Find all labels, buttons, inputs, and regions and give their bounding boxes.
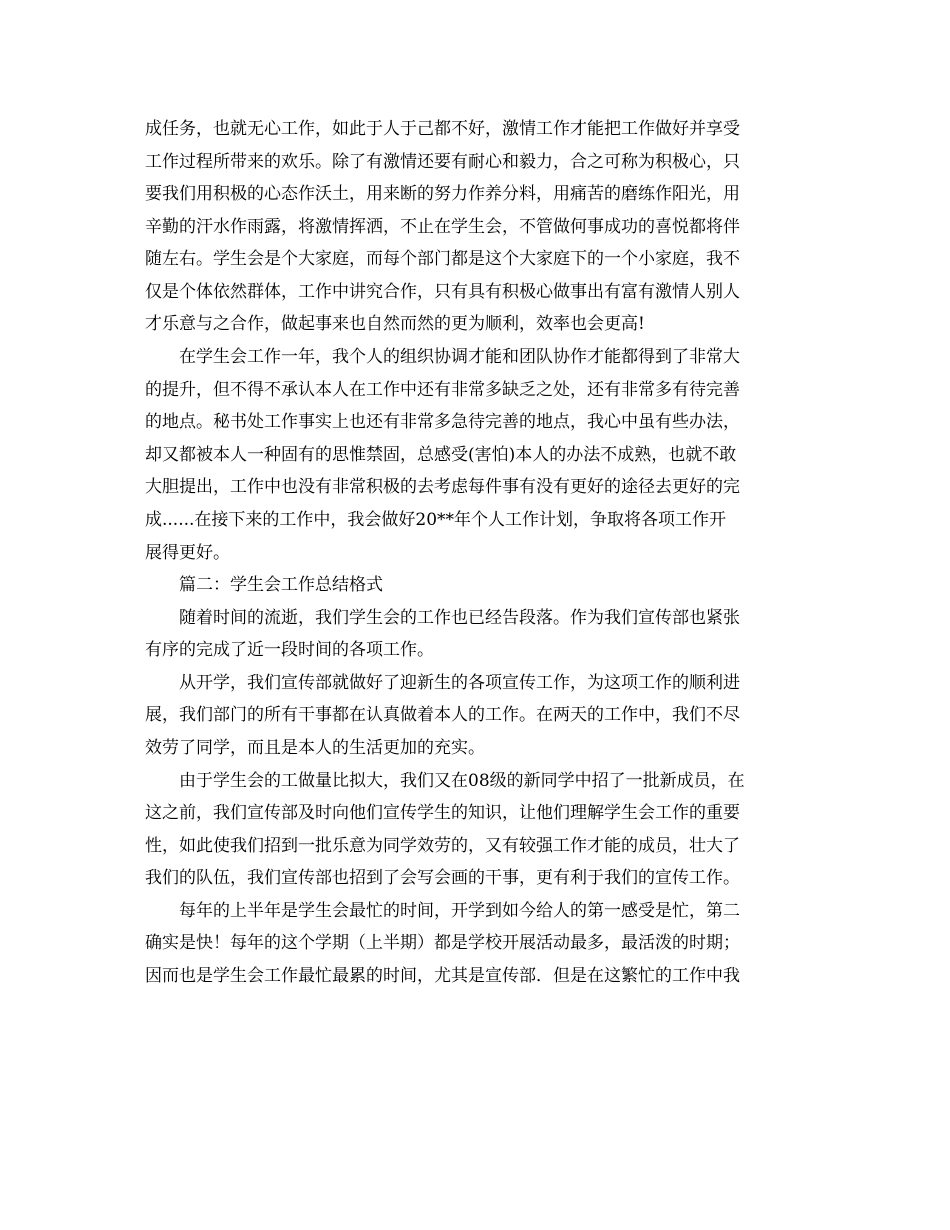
- text-line: 从开学，我们宣传部就做好了迎新生的各项宣传工作，为这项工作的顺利进: [179, 672, 740, 693]
- text-line: 辛勤的汗水作雨露，将激情挥洒，不止在学生会，不管做何事成功的喜悦都将伴: [145, 216, 740, 237]
- text-line: 我们的队伍，我们宣传部也招到了会写会画的干事，更有利于我们的宣传工作。: [145, 868, 740, 889]
- text-line: 却又都被本人一种固有的思惟禁固，总感受(害怕)本人的办法不成熟，也就不敢: [145, 444, 737, 465]
- text-line: 确实是快！每年的这个学期（上半期）都是学校开展活动最多，最活泼的时期；: [145, 933, 740, 954]
- text-line: 效劳了同学，而且是本人的生活更加的充实。: [145, 737, 485, 758]
- text-line: 随着时间的流逝，我们学生会的工作也已经告段落。作为我们宣传部也紧张: [179, 607, 740, 628]
- text-line: 性，如此使我们招到一批乐意为同学效劳的，又有较强工作才能的成员，壮大了: [145, 835, 740, 856]
- text-line: 展得更好。: [145, 542, 230, 563]
- document-body: [145, 113, 805, 993]
- text-line: 仅是个体依然群体，工作中讲究合作，只有具有积极心做事出有富有激情人别人: [145, 281, 740, 302]
- text-line: 工作过程所带来的欢乐。除了有激情还要有耐心和毅力，合之可称为积极心，只: [145, 151, 740, 172]
- text-line: 因而也是学生会工作最忙最累的时间，尤其是宣传部．但是在这繁忙的工作中我: [145, 966, 740, 987]
- text-line: 有序的完成了近一段时间的各项工作。: [145, 640, 434, 661]
- text-line: 展，我们部门的所有干事都在认真做着本人的工作。在两天的工作中，我们不尽: [145, 705, 740, 726]
- text-line: 成任务，也就无心工作，如此于人于己都不好，激情工作才能把工作做好并享受: [145, 119, 740, 139]
- text-line: 篇二：学生会工作总结格式: [179, 575, 383, 596]
- text-line: 才乐意与之合作，做起事来也自然而然的更为顺利，效率也会更高!: [145, 314, 645, 335]
- text-line: 的地点。秘书处工作事实上也还有非常多急待完善的地点，我心中虽有些办法，: [145, 412, 740, 433]
- text-line: 随左右。学生会是个大家庭，而每个部门都是这个大家庭下的一个小家庭，我不: [145, 249, 740, 270]
- text-line: 要我们用积极的心态作沃土，用来断的努力作养分料，用痛苦的磨练作阳光，用: [145, 184, 740, 205]
- text-line: 由于学生会的工做量比拟大，我们又在08级的新同学中招了一批新成员，在: [179, 770, 745, 791]
- text-line: 成......在接下来的工作中，我会做好20**年个人工作计划，争取将各项工作开: [145, 509, 727, 530]
- text-line: 每年的上半年是学生会最忙的时间，开学到如今给人的第一感受是忙，第二: [179, 900, 740, 921]
- text-line: 的提升，但不得不承认本人在工作中还有非常多缺乏之处，还有非常多有待完善: [145, 379, 740, 400]
- text-line: 在学生会工作一年，我个人的组织协调才能和团队协作才能都得到了非常大: [179, 347, 740, 368]
- text-line: 大胆提出，工作中也没有非常积极的去考虑每件事有没有更好的途径去更好的完: [145, 477, 740, 498]
- text-line: 这之前，我们宣传部及时向他们宣传学生的知识，让他们理解学生会工作的重要: [145, 803, 740, 824]
